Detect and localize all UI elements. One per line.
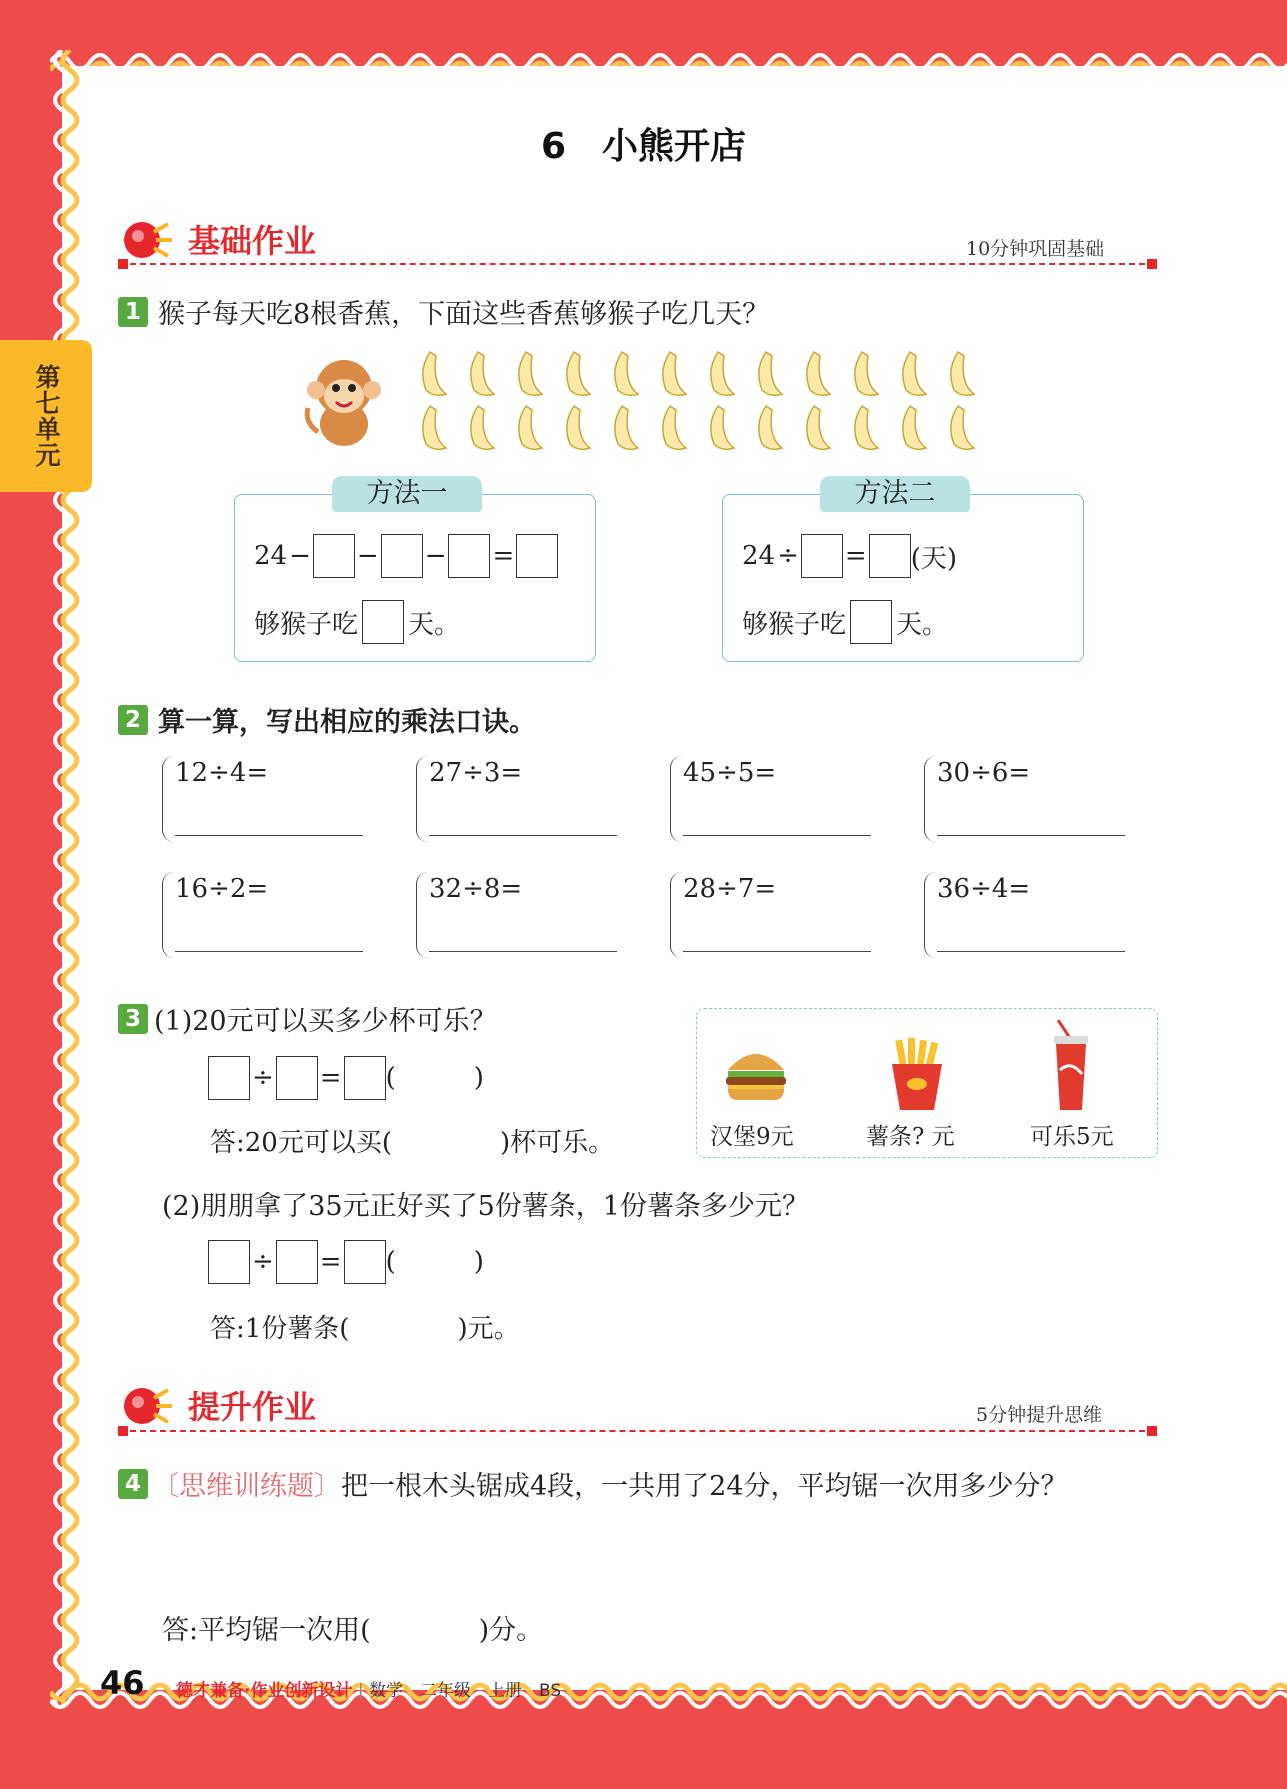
fries-icon: [886, 1036, 948, 1112]
equation-start: 24: [254, 541, 288, 571]
division-expression: 32÷8=: [429, 874, 523, 904]
q3-p2-answer: [210, 1308, 520, 1345]
question-number: 1: [118, 297, 148, 327]
q3-p2-equation: [208, 1240, 484, 1284]
unit-tab: [0, 340, 92, 492]
question-text: 把一根木头锯成4段，一共用了24分，平均锯一次用多少分？: [341, 1471, 1068, 1502]
answer-box[interactable]: [869, 534, 911, 578]
answer-line[interactable]: [683, 835, 871, 836]
minus-sign: −: [289, 541, 311, 571]
equals-sign: =: [844, 541, 867, 571]
footer-info: 数学 二年级 上册 BS: [369, 1681, 562, 1701]
bell-icon: [118, 1382, 174, 1428]
method-1-equation: [254, 534, 558, 578]
answer-text-b: )分。: [478, 1615, 544, 1646]
answer-text-b: )杯可乐。: [500, 1128, 615, 1158]
question-3: [118, 999, 497, 1038]
right-paren: ): [473, 1247, 484, 1277]
answer-line[interactable]: [683, 951, 871, 952]
question-1: [118, 292, 769, 331]
answer-suffix: 天。: [896, 609, 949, 640]
question-4: [118, 1464, 1068, 1503]
question-tag: 〔思维训练题〕: [152, 1471, 341, 1502]
menu-item-burger: 汉堡9元: [710, 1124, 794, 1150]
division-item: [924, 872, 1125, 958]
page-title: 6 小熊开店: [540, 126, 747, 167]
right-paren: ): [473, 1063, 484, 1093]
division-expression: 12÷4=: [175, 758, 269, 788]
division-item: [416, 756, 617, 842]
divide-sign: ÷: [252, 1247, 274, 1277]
question-number: 2: [118, 705, 148, 735]
unit-tab-label: 第七单元: [32, 364, 61, 468]
answer-text-a: 答:1份薯条(: [210, 1314, 350, 1344]
division-item: [162, 872, 363, 958]
cola-icon: [1048, 1020, 1094, 1112]
unit-label: (天): [910, 543, 957, 574]
equals-sign: =: [492, 541, 515, 571]
division-expression: 36÷4=: [937, 874, 1031, 904]
answer-box[interactable]: [276, 1240, 318, 1284]
divide-sign: ÷: [777, 541, 799, 571]
answer-box[interactable]: [362, 600, 404, 644]
method-2-equation: [742, 534, 957, 578]
answer-prefix: 够猴子吃: [254, 609, 359, 640]
bell-icon: [118, 216, 174, 262]
division-item: [162, 756, 363, 842]
answer-text-a: 答:平均锯一次用(: [162, 1615, 371, 1646]
section-note-advanced: 5分钟提升思维: [976, 1404, 1103, 1426]
question-text: 算一算，写出相应的乘法口诀。: [158, 707, 536, 738]
answer-line[interactable]: [937, 835, 1125, 836]
wavy-border-left: [44, 50, 84, 1705]
division-item: [416, 872, 617, 958]
answer-box[interactable]: [801, 534, 843, 578]
left-paren: (: [385, 1247, 396, 1277]
answer-line[interactable]: [175, 835, 363, 836]
answer-box[interactable]: [276, 1056, 318, 1100]
answer-line[interactable]: [429, 835, 617, 836]
minus-sign: −: [356, 541, 379, 571]
answer-text-b: )元。: [457, 1314, 520, 1344]
question-2: [118, 700, 536, 739]
q3-p1-equation: [208, 1056, 484, 1100]
section-divider-advanced: [120, 1430, 1155, 1432]
page-number: 46: [100, 1664, 145, 1702]
answer-box[interactable]: [516, 534, 558, 578]
question-number: 3: [118, 1004, 148, 1034]
division-expression: 28÷7=: [683, 874, 777, 904]
answer-box[interactable]: [208, 1240, 250, 1284]
answer-box[interactable]: [344, 1240, 386, 1284]
question-text: 猴子每天吃8根香蕉，下面这些香蕉够猴子吃几天？: [158, 299, 770, 330]
bananas-illustration: [416, 350, 1006, 458]
menu-item-cola: 可乐5元: [1030, 1124, 1114, 1150]
method-1-tab: 方法一: [332, 476, 482, 512]
answer-box[interactable]: [313, 534, 355, 578]
answer-suffix: 天。: [408, 609, 461, 640]
method-1-answer: [254, 600, 460, 644]
hamburger-icon: [724, 1044, 788, 1102]
division-item: [924, 756, 1125, 842]
method-2-tab: 方法二: [820, 476, 970, 512]
question-part-2: (2)朋朋拿了35元正好买了5份薯条，1份薯条多少元？: [162, 1191, 809, 1222]
section-header-basic: [118, 216, 316, 262]
section-title-basic: 基础作业: [188, 222, 317, 260]
question-number: 4: [118, 1469, 148, 1499]
q4-answer: [162, 1608, 543, 1647]
division-expression: 27÷3=: [429, 758, 523, 788]
answer-box[interactable]: [208, 1056, 250, 1100]
q3-p1-answer: [210, 1122, 614, 1159]
menu-item-fries: 薯条? 元: [866, 1124, 955, 1150]
answer-line[interactable]: [937, 951, 1125, 952]
answer-line[interactable]: [175, 951, 363, 952]
division-item: [670, 756, 871, 842]
answer-box[interactable]: [381, 534, 423, 578]
footer-brand: 德才兼备·作业创新设计: [176, 1681, 353, 1701]
monkey-icon: [298, 352, 388, 448]
question-part-1: (1)20元可以买多少杯可乐？: [154, 1006, 497, 1037]
answer-box[interactable]: [850, 600, 892, 644]
section-note-basic: 10分钟巩固基础: [966, 238, 1105, 260]
minus-sign: −: [424, 541, 447, 571]
equals-sign: =: [319, 1247, 342, 1277]
section-divider-basic: [120, 263, 1155, 265]
answer-prefix: 够猴子吃: [742, 609, 847, 640]
method-2-answer: [742, 600, 948, 644]
division-item: [670, 872, 871, 958]
equals-sign: =: [319, 1063, 342, 1093]
footer-text: 德才兼备·作业创新设计 | 数学 二年级 上册 BS: [176, 1681, 562, 1701]
answer-text-a: 答:20元可以买(: [210, 1128, 392, 1158]
answer-line[interactable]: [429, 951, 617, 952]
division-expression: 45÷5=: [683, 758, 777, 788]
left-paren: (: [385, 1063, 396, 1093]
section-header-advanced: [118, 1382, 316, 1428]
section-title-advanced: 提升作业: [188, 1388, 317, 1426]
answer-box[interactable]: [448, 534, 490, 578]
division-expression: 30÷6=: [937, 758, 1031, 788]
answer-box[interactable]: [344, 1056, 386, 1100]
equation-start: 24: [742, 541, 776, 571]
divide-sign: ÷: [252, 1063, 274, 1093]
division-expression: 16÷2=: [175, 874, 269, 904]
